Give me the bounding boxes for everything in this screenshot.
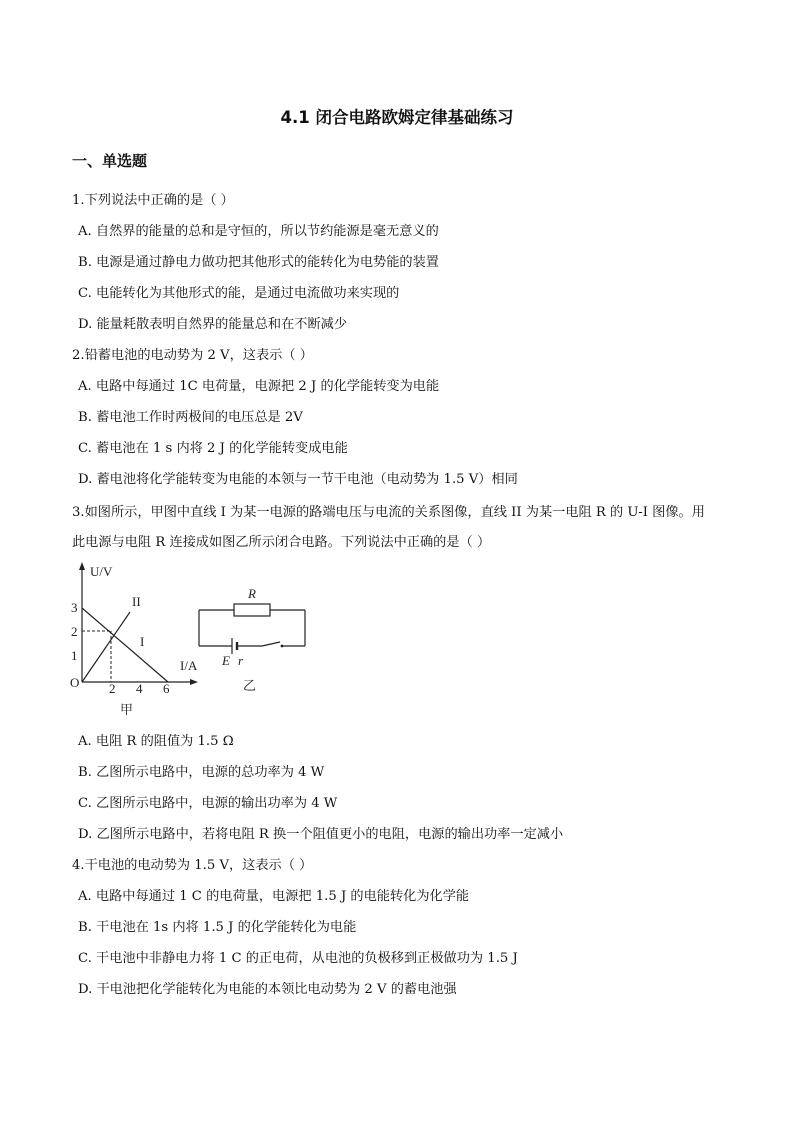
line-ii-label: II: [132, 594, 141, 609]
question-4-option-d: D. 干电池把化学能转化为电能的本领比电动势为 2 V 的蓄电池强: [78, 982, 457, 997]
origin-label: O: [70, 675, 80, 690]
x-tick-6: 6: [163, 681, 170, 696]
circuit-diagram: [199, 586, 305, 693]
x-tick-2: 2: [109, 681, 116, 696]
question-3-figure: [62, 560, 322, 725]
y-tick-2: 2: [71, 624, 78, 639]
line-i-label: I: [140, 634, 145, 649]
question-3-option-a: A. 电阻 R 的阻值为 1.5 Ω: [78, 734, 234, 749]
emf-label: E: [222, 653, 230, 668]
question-1-option-c: C. 电能转化为其他形式的能，是通过电流做功来实现的: [78, 286, 400, 301]
section-heading: 一、单选题: [72, 152, 148, 170]
line-ii-resistor: [82, 612, 130, 682]
resistor-label: R: [248, 586, 256, 601]
x-tick-4: 4: [136, 681, 143, 696]
question-4-option-a: A. 电路中每通过 1 C 的电荷量，电源把 1.5 J 的电能转化为化学能: [78, 889, 470, 904]
x-axis-arrow: [190, 679, 198, 685]
figure-svg: [62, 560, 322, 725]
y-tick-3: 3: [71, 600, 78, 615]
y-tick-1: 1: [71, 648, 78, 663]
question-3-stem-line2: 此电源与电阻 R 连接成如图乙所示闭合电路。下列说法中正确的是（ ）: [72, 535, 491, 550]
question-4-option-b: B. 干电池在 1s 内将 1.5 J 的化学能转化为电能: [78, 920, 357, 935]
ui-graph: [70, 562, 198, 717]
internal-resistance-label: r: [238, 653, 244, 668]
question-3-stem-line1: 3.如图所示，甲图中直线 I 为某一电源的路端电压与电流的关系图像，直线 II 为某一电阻 R 的 U-I 图像。用: [72, 505, 705, 520]
question-2-stem: 2.铅蓄电池的电动势为 2 V，这表示（ ）: [72, 348, 313, 363]
question-4-option-c: C. 干电池中非静电力将 1 C 的正电荷，从电池的负极移到正极做功为 1.5 J: [78, 951, 518, 966]
question-3-option-b: B. 乙图所示电路中，电源的总功率为 4 W: [78, 765, 325, 780]
question-2-option-a: A. 电路中每通过 1C 电荷量，电源把 2 J 的化学能转变为电能: [78, 379, 440, 394]
graph-caption: 甲: [120, 702, 134, 717]
resistor: [234, 604, 270, 616]
question-1-stem: 1.下列说法中正确的是（ ）: [72, 193, 234, 208]
question-1-option-b: B. 电源是通过静电力做功把其他形式的能转化为电势能的装置: [78, 255, 439, 270]
circuit-caption: 乙: [243, 678, 257, 693]
question-2-option-d: D. 蓄电池将化学能转变为电能的本领与一节干电池（电动势为 1.5 V）相同: [78, 472, 518, 487]
switch-contact: [281, 645, 284, 648]
question-1-option-d: D. 能量耗散表明自然界的能量总和在不断减少: [78, 317, 348, 332]
switch-lever: [262, 642, 280, 646]
question-2-option-c: C. 蓄电池在 1 s 内将 2 J 的化学能转变成电能: [78, 441, 348, 456]
question-1-option-a: A. 自然界的能量的总和是守恒的，所以节约能源是毫无意义的: [78, 224, 439, 239]
question-3-option-d: D. 乙图所示电路中，若将电阻 R 换一个阻值更小的电阻，电源的输出功率一定减小: [78, 827, 564, 842]
question-3-option-c: C. 乙图所示电路中，电源的输出功率为 4 W: [78, 796, 338, 811]
page-title: 4.1 闭合电路欧姆定律基础练习: [280, 108, 514, 127]
y-axis-arrow: [79, 562, 85, 570]
question-2-option-b: B. 蓄电池工作时两极间的电压总是 2V: [78, 410, 303, 425]
y-axis-label: U/V: [90, 564, 113, 579]
question-4-stem: 4.干电池的电动势为 1.5 V，这表示（ ）: [72, 858, 313, 873]
x-axis-label: I/A: [180, 658, 198, 673]
